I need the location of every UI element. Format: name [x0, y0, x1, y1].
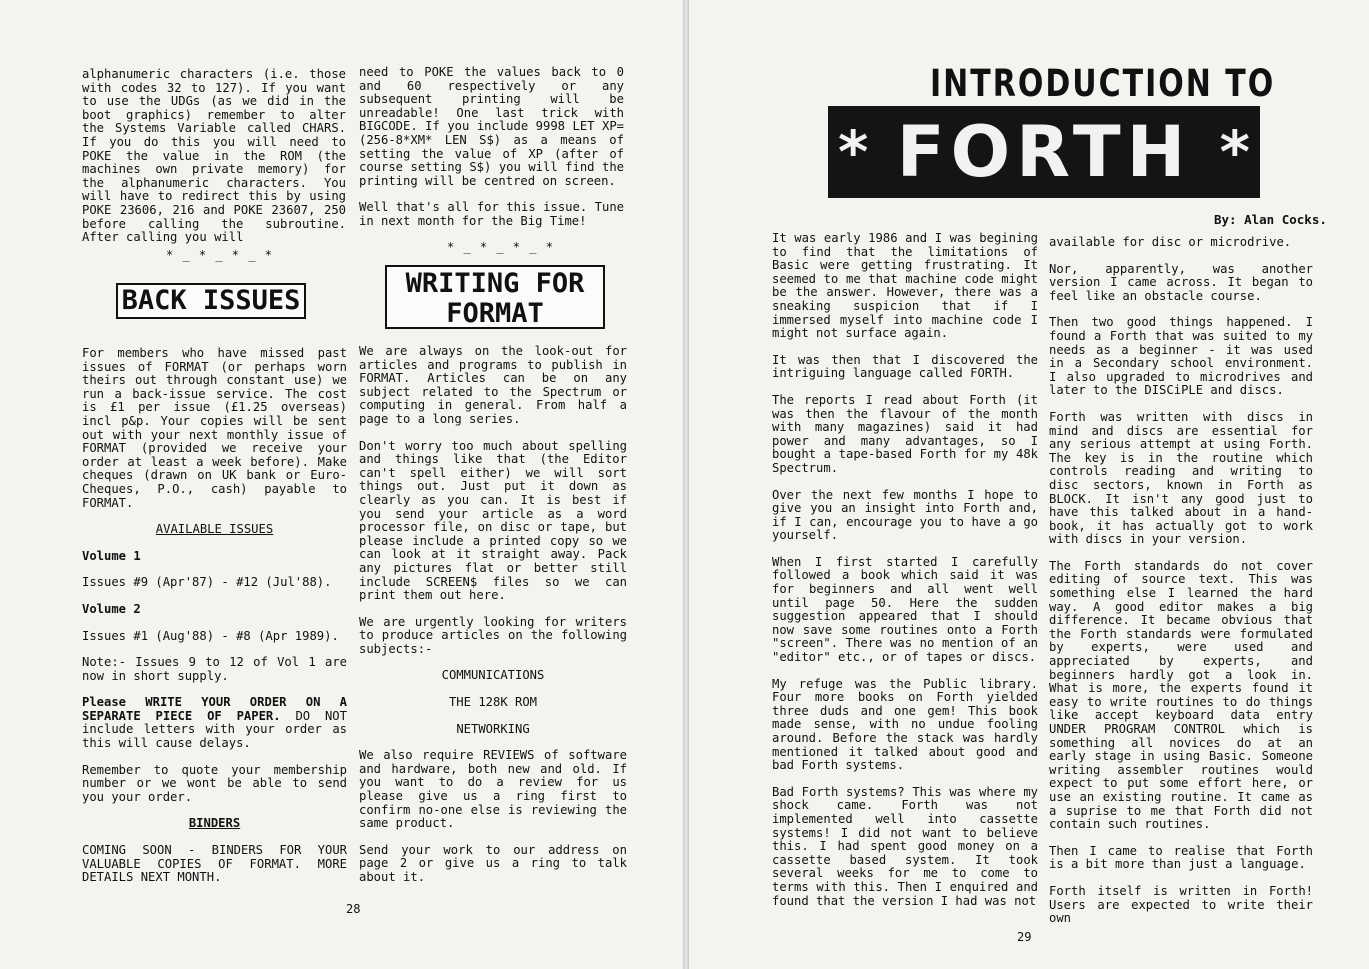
page-number: 29 — [1017, 930, 1032, 944]
left-column-2-top — [359, 66, 624, 242]
paragraph: It was early 1986 and I was begining to find that the limitations of Basic were getting frustrating. It seemed to me that machine code might be the answer. However, there was a sneaking suspicion that if I immersed myself into machine code I might not surface again. — [772, 231, 1038, 341]
paragraph: It was then that I discovered the intriguing language called FORTH. — [772, 352, 1038, 381]
right-column-1 — [772, 232, 1038, 921]
left-column-1-top — [82, 68, 346, 258]
paragraph: Over the next few months I hope to give you an insight into Forth and, if I can, encourage you to have a go yourself. — [772, 487, 1038, 543]
page-number: 28 — [346, 902, 361, 916]
banner-word: FORTH — [896, 111, 1192, 193]
right-column-2 — [1049, 236, 1313, 939]
paragraph: Don't worry too much about spelling and things like that (the Editor can't spell either) we will sort things out. Just put it down as clearly as you can. It is best if you send your article as a word processor file, on disc or tape, but please include a printed copy so we can look at it straight away. Pack any pictures flat or better still include SCREEN$ files so we can print them out here. — [359, 438, 627, 603]
asterisk-icon: * — [838, 118, 869, 186]
binders-title: BINDERS — [188, 816, 241, 831]
byline: By: Alan Cocks. — [1214, 212, 1327, 227]
paragraph: For members who have missed past issues of FORMAT (or perhaps worn theirs out through constant use) we run a back-issue service. The cost is £1 per issue (£1.25 overseas) incl p&p. Your copies will be sent out with your next monthly issue of FORMAT (provided we receive your order at least a week before). Make cheques (drawn on UK bank or Euro-Cheques, P.O., cash) payable to FORMAT. — [82, 346, 347, 510]
paragraph: The Forth standards do not cover editing of source text. This was something else I learned the hard way. A good editor makes a big difference. It became obvious that the Forth standards were formulated by experts, were used and appreciated by experts, and beginners hardly got a look in. What is more, the experts found it easy to write routines to do things like accept keyboard data entry UNDER PROGRAM CONTROL which is something all novices do at an early stage in using Basic. Someone writing assembler routines would expect to put some effort here, or use an existing routine. It came as a suprise to me that Forth did not contain such routines. — [1049, 558, 1313, 832]
heading-line: FORMAT — [446, 298, 544, 329]
subject-item: NETWORKING — [456, 721, 530, 736]
subject-item: COMMUNICATIONS — [441, 668, 545, 683]
heading-line: WRITING FOR — [405, 268, 585, 299]
paragraph: Well that's all for this issue. Tune in next month for the Big Time! — [359, 200, 624, 228]
subject-item: THE 128K ROM — [448, 695, 538, 710]
forth-banner — [828, 106, 1260, 198]
back-issues-section — [82, 347, 347, 898]
paragraph: available for disc or microdrive. — [1049, 235, 1292, 249]
back-issues-heading: BACK ISSUES — [116, 283, 306, 319]
binders-text: COMING SOON - BINDERS FOR YOUR VALUABLE COPIES OF FORMAT. MORE DETAILS NEXT MONTH. — [82, 843, 347, 885]
issues-range: Issues #1 (Aug'88) - #8 (Apr 1989). — [82, 628, 339, 643]
separator: * _ * _ * _ * — [166, 248, 273, 262]
paragraph: need to POKE the values back to 0 and 60 respectively or any subsequent printing will be unreadable! One last trick with BIGCODE. If you include 9998 LET XP=(256-8*XM* LEN S$) as a means of setting the value of XP (after of course setting S$) you will find the printing will be centred on screen. — [359, 65, 624, 188]
paragraph: The reports I read about Forth (it was then the flavour of the month with many magazines) said it had power and many advantages, so I bought a tape-based Forth for my 48k Spectrum. — [772, 392, 1038, 475]
order-emphasis: Please WRITE YOUR ORDER ON A SEPARATE PIECE OF PAPER. — [82, 695, 347, 723]
available-issues-title: AVAILABLE ISSUES — [155, 522, 274, 537]
order-rest: DO NOT include letters with your order as this will cause delays. — [82, 708, 347, 751]
paragraph: My refuge was the Public library. Four more books on Forth yielded three duds and one gem! This book made sense, with no undue fooling around. Before the stack was hardly mentioned it talked about good and bad Forth systems. — [772, 676, 1038, 773]
separator: * _ * _ * _ * — [447, 240, 554, 254]
volume-title: Volume 2 — [82, 601, 141, 616]
paragraph: Send your work to our address on page 2 or give us a ring to talk about it. — [359, 842, 627, 884]
paragraph: Bad Forth systems? This was where my shock came. Forth was not implemented well into cassette systems! I did not want to believe this. I had spent good money on a cassette based system. It took several weeks for me to come to terms with this. Then I enquired and found that the version I had was not — [772, 784, 1038, 908]
paragraph: When I first started I carefully followed a book which said it was for beginners and all went well until page 50. Here the sudden suggestion appeared that I should now save some routines onto a Forth "screen". There was no mention of an "editor" etc., or of tapes or discs. — [772, 554, 1038, 665]
issues-range: Issues #9 (Apr'87) - #12 (Jul'88). — [82, 575, 332, 590]
paragraph: alphanumeric characters (i.e. those with codes 32 to 127). If you want to use the UDGs (as we did in the boot graphics) remember to alter the Systems Variable called CHARS. If you do this you will need to POKE the value in the ROM (the machines own private memory) for the alphanumeric characters. You will have to redirect this by using POKE 23606, 216 and POKE 23607, 250 before calling the subroutine. After calling you will — [82, 67, 346, 245]
paragraph: Then I came to realise that Forth is a bit more than just a language. — [1049, 843, 1313, 872]
paragraph: Nor, apparently, was another version I came across. It began to feel like an obstacle course. — [1049, 261, 1313, 303]
paragraph: Then two good things happened. I found a Forth that was suited to my needs as a beginner - it was used in a Secondary school environment. I also upgraded to microdrives and later to the DISCiPLE and discs. — [1049, 315, 1313, 398]
writing-for-format-heading — [385, 265, 605, 329]
paragraph: We are urgently looking for writers to produce articles on the following subjects:- — [359, 614, 627, 656]
writing-section — [359, 345, 627, 898]
paragraph: Remember to quote your membership number or we wont be able to send you your order. — [82, 762, 347, 804]
volume-title: Volume 1 — [82, 548, 141, 563]
paragraph: We also require REVIEWS of software and hardware, both new and old. If you want to do a review for us please give us a ring first to confirm no-one else is reviewing the same product. — [359, 748, 627, 831]
paragraph: Forth was written with discs in mind and discs are essential for any serious attempt at using Forth. The key is in the routine which controls reading and writing to disc sectors, known in Forth as BLOCK. It isn't any good just to have this talked about in a hand-book, it has actually got to work with discs in your version. — [1049, 409, 1313, 547]
order-instructions — [82, 696, 347, 750]
supply-note: Note:- Issues 9 to 12 of Vol 1 are now in short supply. — [82, 655, 347, 683]
paragraph: Forth itself is written in Forth! Users are expected to write their own — [1049, 883, 1313, 926]
paragraph: We are always on the look-out for articles and programs to publish in FORMAT. Articles can be on any subject related to the Spectrum or computing in general. From half a page to a long series. — [359, 344, 627, 426]
article-title: INTRODUCTION TO — [930, 62, 1276, 106]
asterisk-icon: * — [1219, 118, 1250, 186]
